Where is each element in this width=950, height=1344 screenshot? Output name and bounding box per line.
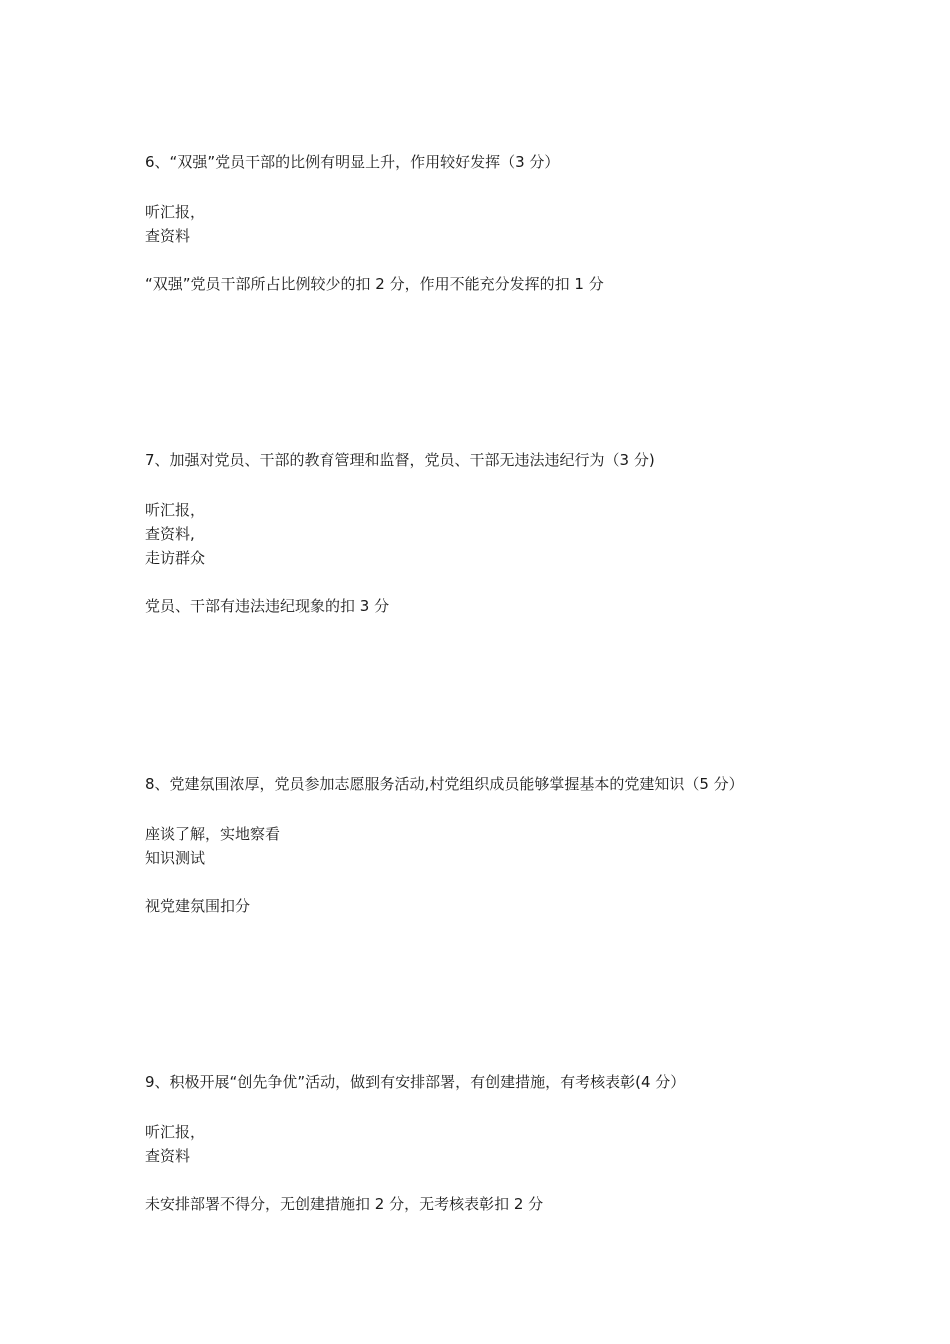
criterion-item-6 — [145, 150, 865, 296]
method-line: 查资料, — [145, 525, 195, 543]
criterion-item-9 — [145, 1070, 865, 1216]
method-line: 知识测试 — [145, 849, 206, 867]
scoring-rule: 视党建氛围扣分 — [145, 897, 251, 915]
scoring-rule: 未安排部署不得分，无创建措施扣 2 分，无考核表彰扣 2 分 — [145, 1195, 544, 1213]
assessment-methods — [145, 822, 865, 870]
criterion-title: 6、“双强”党员干部的比例有明显上升，作用较好发挥（3 分） — [145, 153, 560, 171]
scoring-rule: 党员、干部有违法违纪现象的扣 3 分 — [145, 597, 390, 615]
assessment-methods — [145, 200, 865, 248]
method-line: 座谈了解，实地察看 — [145, 825, 281, 843]
method-line: 走访群众 — [145, 549, 206, 567]
method-line: 听汇报， — [145, 1123, 206, 1141]
criterion-title: 9、积极开展“创先争优”活动，做到有安排部署，有创建措施，有考核表彰(4 分） — [145, 1073, 686, 1091]
criterion-item-8 — [145, 772, 865, 918]
assessment-methods — [145, 498, 865, 570]
method-line: 查资料 — [145, 227, 191, 245]
scoring-rule: “双强”党员干部所占比例较少的扣 2 分，作用不能充分发挥的扣 1 分 — [145, 275, 604, 293]
criterion-title: 8、党建氛围浓厚，党员参加志愿服务活动,村党组织成员能够掌握基本的党建知识（5 分） — [145, 775, 744, 793]
assessment-methods — [145, 1120, 865, 1168]
method-line: 听汇报， — [145, 203, 206, 221]
method-line: 查资料 — [145, 1147, 191, 1165]
criterion-item-7 — [145, 448, 865, 618]
criterion-title: 7、加强对党员、干部的教育管理和监督，党员、干部无违法违纪行为（3 分) — [145, 451, 655, 469]
method-line: 听汇报， — [145, 501, 206, 519]
